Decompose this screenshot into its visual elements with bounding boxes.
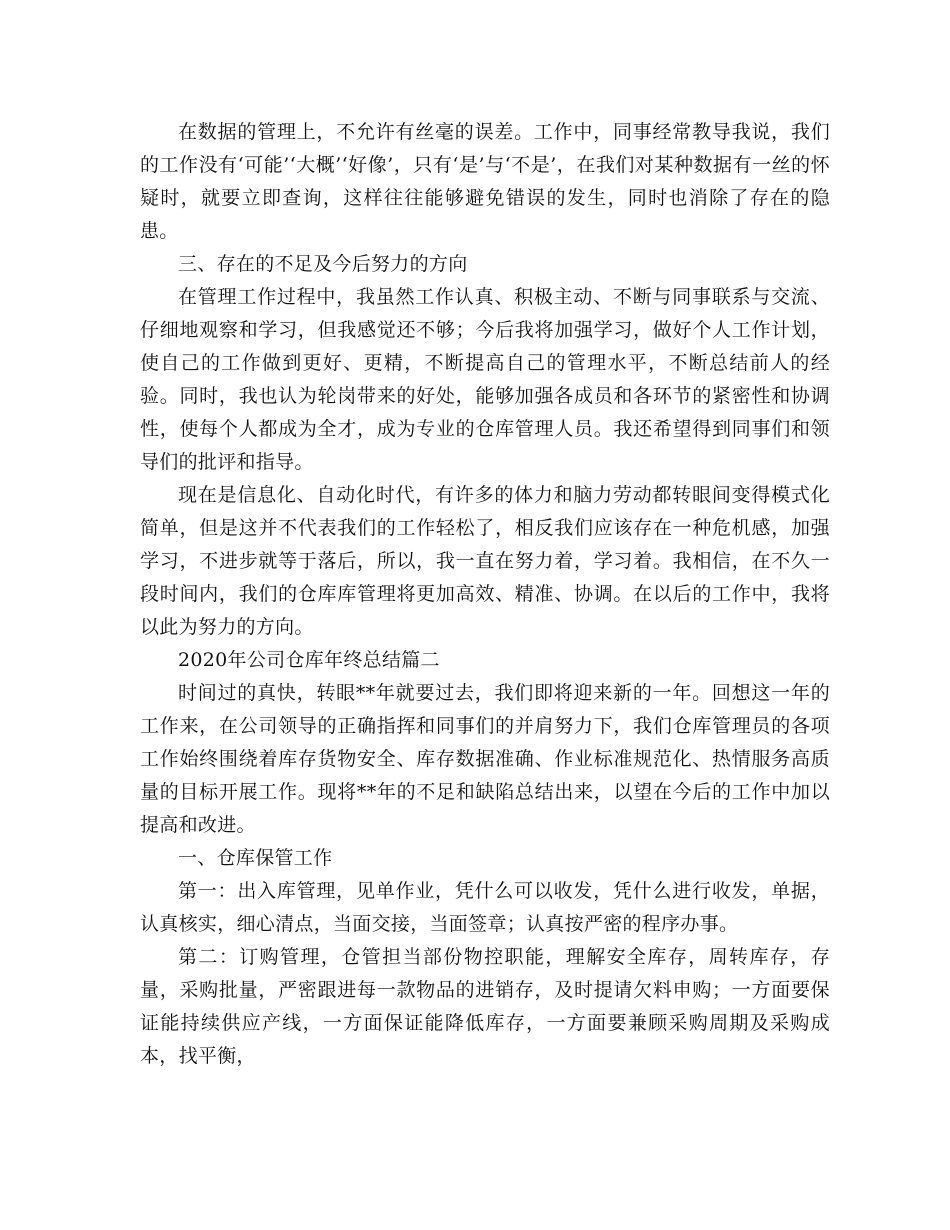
article-title-part-two: 2020年公司仓库年终总结篇二	[178, 649, 440, 671]
paragraph-self-assessment: 在管理工作过程中，我虽然工作认真、积极主动、不断与同事联系与交流、仔细地观察和学习，但我感觉还不够；今后我将加强学习，做好个人工作计划，使自己的工作做到更好、更精，不断提高自己的管理水平，不断总结前人的经验。同时，我也认为轮岗带来的好处，能够加强各成员和各环节的紧密性和协调性，使每个人都成为全才，成为专业的仓库管理人员。我还希望得到同事们和领导们的批评和指导。	[140, 286, 830, 473]
paragraph-procurement: 第二：订购管理，仓管担当部份物控职能，理解安全库存，周转库存，存量，采购批量，严密跟进每一款物品的进销存，及时提请欠料申购；一方面要保证能持续供应产线，一方面保证能降低库存，一方面要兼顾采购周期及采购成本，找平衡，	[140, 946, 830, 1067]
section-heading-warehouse-keeping: 一、仓库保管工作	[178, 847, 333, 869]
paragraph-year-review: 时间过的真快，转眼**年就要过去，我们即将迎来新的一年。回想这一年的工作来，在公司领导的正确指挥和同事们的并肩努力下，我们仓库管理员的各项工作始终围绕着库存货物安全、库存数据准确、作业标准规范化、热情服务高质量的目标开展工作。现将**年的不足和缺陷总结出来，以望在今后的工作中加以提高和改进。	[140, 682, 830, 836]
paragraph-information-era: 现在是信息化、自动化时代，有许多的体力和脑力劳动都转眼间变得模式化简单，但是这并不代表我们的工作轻松了，相反我们应该存在一种危机感，加强学习，不进步就等于落后，所以，我一直在努力着，学习着。我相信，在不久一段时间内，我们的仓库库管理将更加高效、精准、协调。在以后的工作中，我将以此为努力的方向。	[140, 484, 830, 638]
section-heading-shortcomings: 三、存在的不足及今后努力的方向	[178, 253, 468, 275]
paragraph-data-management: 在数据的管理上，不允许有丝毫的误差。工作中，同事经常教导我说，我们的工作没有‘可能’‘大概’‘好像’，只有‘是’与‘不是’，在我们对某种数据有一丝的怀疑时，就要立即查询，这样往往能够避免错误的发生，同时也消除了存在的隐患。	[140, 121, 830, 242]
paragraph-inbound-outbound: 第一：出入库管理，见单作业，凭什么可以收发，凭什么进行收发，单据，认真核实，细心清点，当面交接，当面签章；认真按严密的程序办事。	[140, 880, 830, 935]
document-body	[140, 116, 830, 1073]
